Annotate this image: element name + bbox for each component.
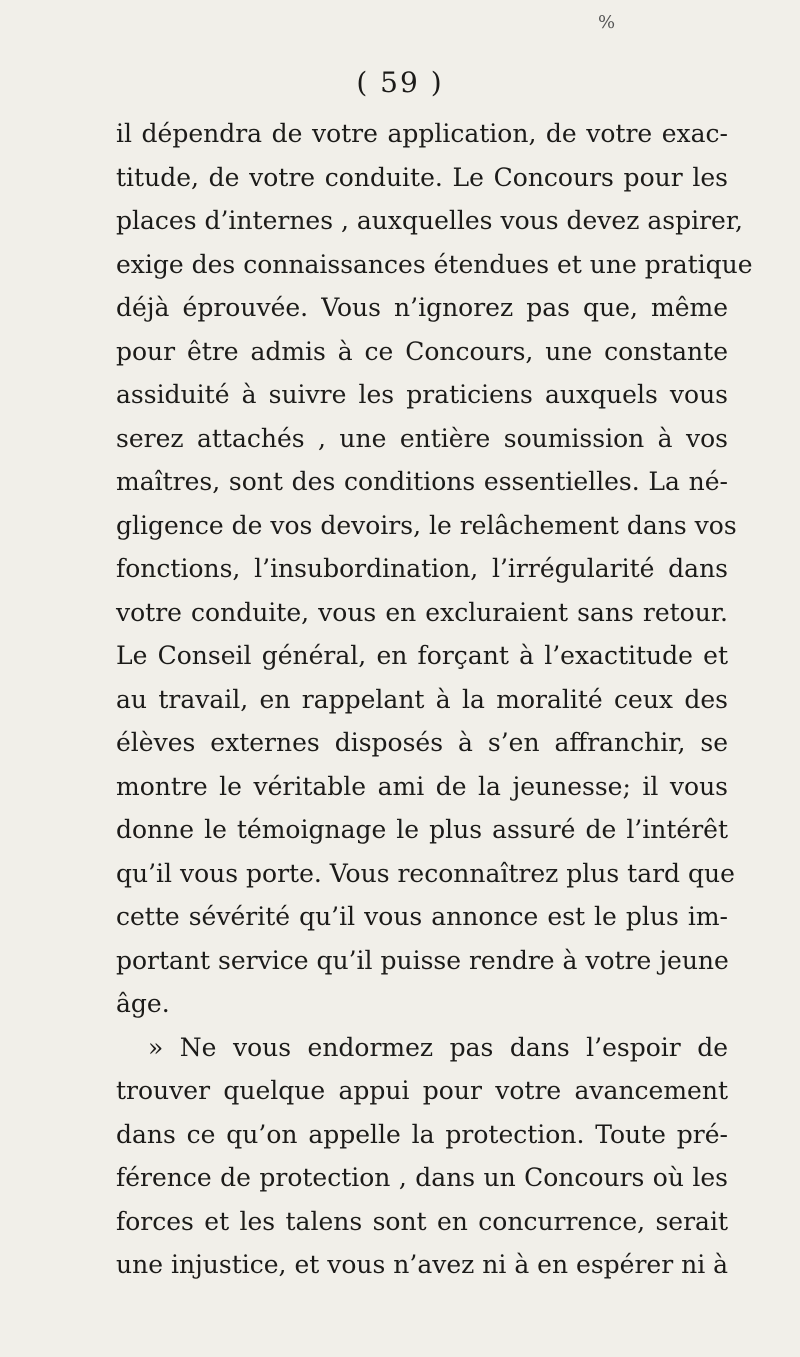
text-line: déjà éprouvée. Vous n’ignorez pas que, même [116, 293, 728, 322]
text-line: exige des connaissances étendues et une pratique [116, 249, 753, 279]
text-line: fonctions, l’insubordination, l’irrégularité dans [116, 554, 728, 583]
text-line: assiduité à suivre les praticiens auxquels vous [116, 380, 728, 409]
text-line: gligence de vos devoirs, le relâchement dans vos [116, 510, 737, 540]
text-line: serez attachés , une entière soumission à vos [116, 423, 728, 453]
text-line: élèves externes disposés à s’en affranchir, se [116, 728, 728, 757]
corner-mark: % [598, 12, 616, 33]
text-line: forces et les talens sont en concurrence, serait [116, 1206, 728, 1236]
body-text [116, 112, 753, 1287]
text-line: trouver quelque appui pour votre avancement [116, 1076, 728, 1105]
text-line: votre conduite, vous en excluraient sans retour. [116, 597, 728, 627]
text-line: au travail, en rappelant à la moralité ceux des [116, 684, 728, 714]
text-line: places d’internes , auxquelles vous devez aspirer, [116, 206, 743, 235]
text-line: âge. [116, 989, 170, 1018]
page-number: ( 59 ) [356, 66, 444, 99]
text-line: il dépendra de votre application, de votre exac- [116, 119, 728, 148]
text-line: pour être admis à ce Concours, une constante [116, 336, 728, 366]
text-line: donne le témoignage le plus assuré de l’intérêt [116, 815, 728, 844]
text-line: qu’il vous porte. Vous reconnaîtrez plus tard que [116, 858, 735, 888]
text-line: portant service qu’il puisse rendre à votre jeune [116, 945, 729, 975]
text-line: maîtres, sont des conditions essentielles. La né- [116, 467, 728, 496]
text-line: titude, de votre conduite. Le Concours pour les [116, 162, 728, 192]
text-line: montre le véritable ami de la jeunesse; il vous [116, 771, 728, 801]
text-line: dans ce qu’on appelle la protection. Toute pré- [116, 1119, 728, 1149]
text-line: une injustice, et vous n’avez ni à en espérer ni à [116, 1250, 729, 1279]
text-line: cette sévérité qu’il vous annonce est le plus im- [116, 902, 728, 931]
text-line: » Ne vous endormez pas dans l’espoir de [148, 1032, 728, 1062]
text-line: férence de protection , dans un Concours où les [116, 1163, 728, 1192]
text-line: Le Conseil général, en forçant à l’exactitude et [116, 641, 728, 670]
